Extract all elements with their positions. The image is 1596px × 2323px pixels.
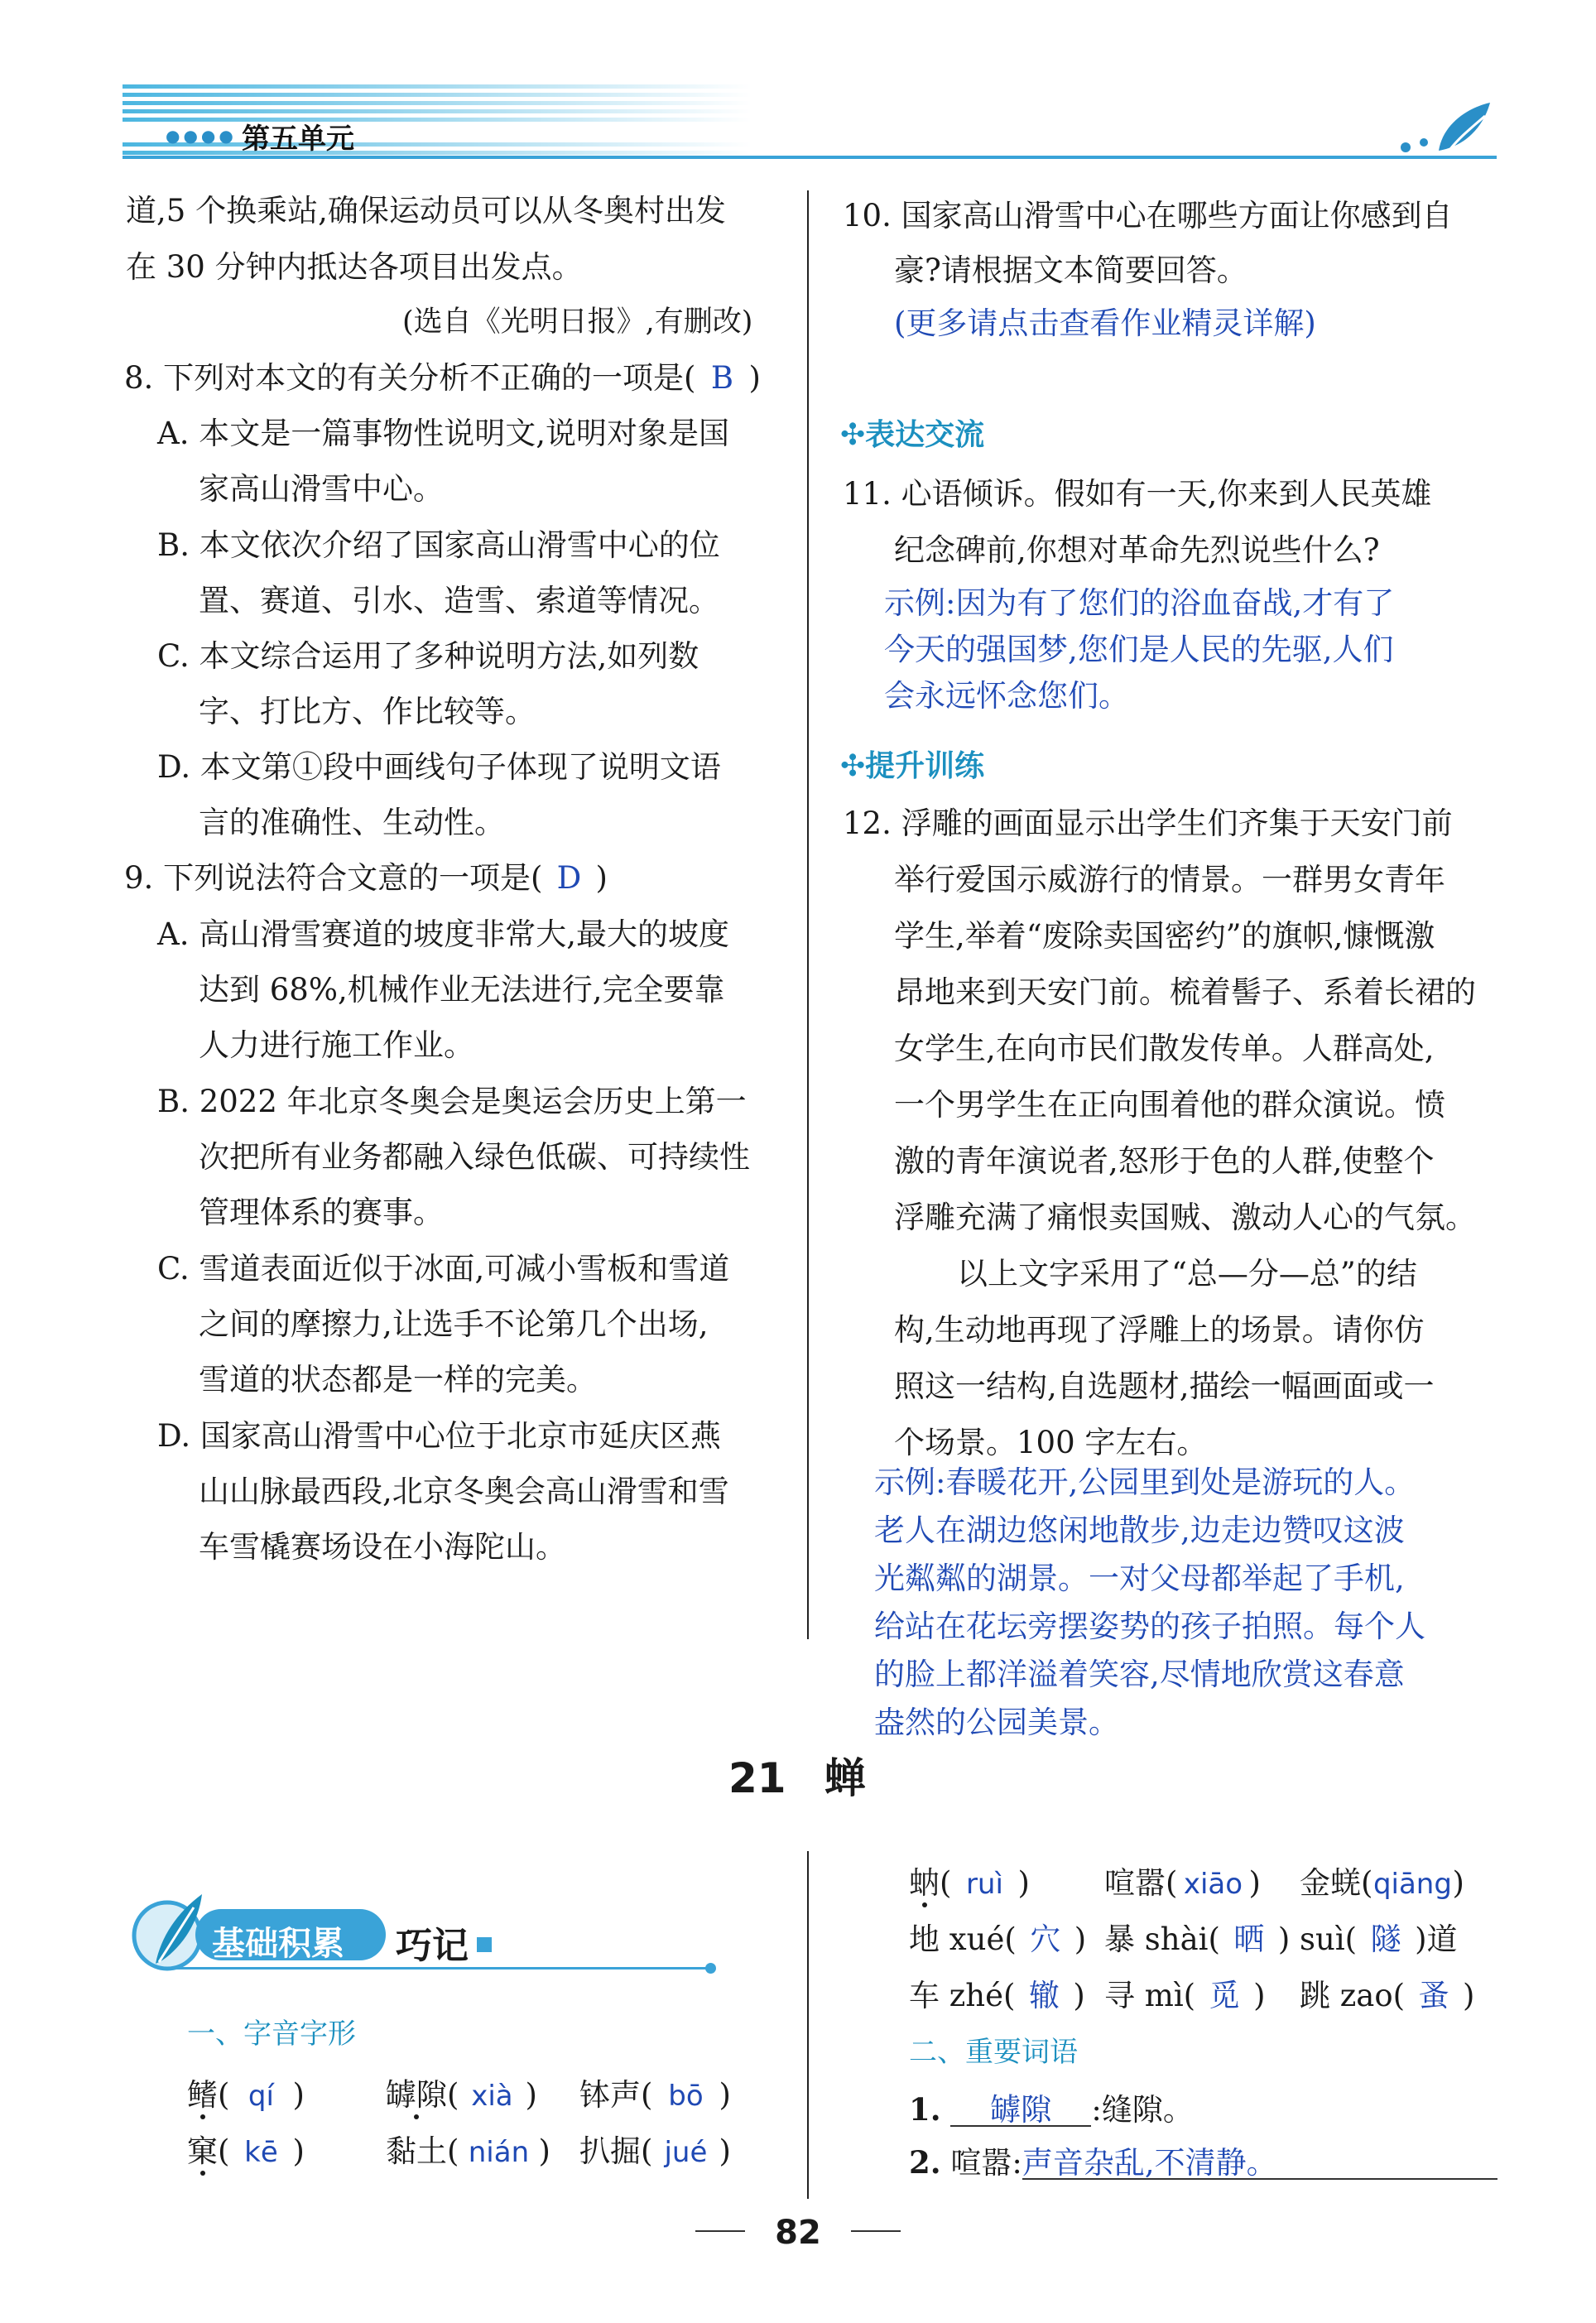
- q11-line-1: 11. 心语倾诉。假如有一天,你来到人民英雄: [843, 476, 1432, 512]
- q9-option-c-1: C. 雪道表面近似于冰面,可减小雪板和雪道: [157, 1251, 730, 1287]
- q8-stem: 8. 下列对本文的有关分析不正确的一项是(: [124, 360, 696, 396]
- pron-item-1: 鳍( qí ): [187, 2077, 305, 2113]
- page-number: 82: [775, 2214, 821, 2252]
- q12-answer-5: 的脸上都洋溢着笑容,尽情地欣赏这春意: [874, 1657, 1405, 1692]
- q12-answer-2: 老人在湖边悠闲地散步,边走边赞叹这波: [874, 1513, 1405, 1548]
- pron-item-6: 扒掘( jué ): [579, 2133, 731, 2169]
- q12-line-11: 照这一结构,自选题材,描绘一幅画面或一: [894, 1368, 1435, 1404]
- q12-line-3: 学生,举着“废除卖国密约”的旗帜,慷慨激: [894, 918, 1435, 954]
- lesson-title: [728, 1745, 866, 1805]
- q9-option-b-3: 管理体系的赛事。: [199, 1195, 444, 1230]
- write-item-2: 暴 shài( 晒 ): [1104, 1921, 1291, 1957]
- q8-option-b-1: B. 本文依次介绍了国家高山滑雪中心的位: [157, 527, 720, 563]
- section-training: ✣提升训练: [840, 749, 985, 783]
- q12-answer-4: 给站在花坛旁摆姿势的孩子拍照。每个人: [874, 1609, 1425, 1644]
- lesson-number: 21: [728, 1754, 786, 1802]
- q9-option-a-1: A. 高山滑雪赛道的坡度非常大,最大的坡度: [157, 916, 730, 952]
- footer-dash-right: [851, 2230, 901, 2232]
- pron-item-2: 罅隙( xià ): [386, 2077, 537, 2113]
- vocab-item-1: 1. 罅隙 :缝隙。: [909, 2091, 1194, 2128]
- q12-line-6: 一个男学生在正向围着他的群众演说。愤: [894, 1087, 1445, 1123]
- q11-answer-1: 示例:因为有了您们的浴血奋战,才有了: [884, 585, 1395, 621]
- basics-banner: [123, 1888, 719, 1979]
- page-footer: [695, 2210, 901, 2252]
- q9-option-c-2: 之间的摩擦力,让选手不论第几个出场,: [199, 1306, 709, 1342]
- section-vocabulary: 二、重要词语: [909, 2036, 1078, 2069]
- q9-option-b-1: B. 2022 年北京冬奥会是奥运会历史上第一: [157, 1084, 747, 1119]
- q9-option-a-3: 人力进行施工作业。: [199, 1027, 474, 1063]
- q12-line-10: 构,生动地再现了浮雕上的场景。请你仿: [894, 1312, 1425, 1348]
- q9-option-c-3: 雪道的状态都是一样的完美。: [199, 1362, 597, 1397]
- passage-line-2: 在 30 分钟内抵达各项目出发点。: [126, 249, 583, 285]
- q8-option-c-2: 字、打比方、作比较等。: [199, 694, 536, 729]
- pron-item-9: 金蜣(qiāng): [1300, 1865, 1464, 1901]
- write-item-1: 地 xué( 穴 ): [909, 1921, 1087, 1957]
- q9-option-d-1: D. 国家高山滑雪中心位于北京市延庆区燕: [157, 1418, 721, 1454]
- banner-suffix: 巧记: [396, 1925, 469, 1967]
- pron-item-5: 黏土( nián ): [386, 2133, 550, 2169]
- q8-option-a-2: 家高山滑雪中心。: [199, 471, 444, 507]
- section-pronunciation: 一、字音字形: [187, 2018, 356, 2051]
- q10-line-2: 豪?请根据文本简要回答。: [894, 252, 1247, 288]
- q8-option-c-1: C. 本文综合运用了多种说明方法,如列数: [157, 638, 699, 674]
- q12-line-5: 女学生,在向市民们散发传单。人群高处,: [894, 1031, 1435, 1066]
- leaf-icon: [1381, 91, 1497, 157]
- section-expression: ✣表达交流: [840, 418, 985, 452]
- q11-line-2: 纪念碑前,你想对革命先烈说些什么?: [894, 532, 1380, 568]
- pron-item-8: 喧嚣( xiāo ): [1104, 1865, 1261, 1901]
- q11-answer-2: 今天的强国梦,您们是人民的先驱,人们: [884, 632, 1394, 667]
- q9-option-a-2: 达到 68%,机械作业无法进行,完全要靠: [199, 972, 725, 1008]
- lesson-name: 蝉: [824, 1753, 866, 1802]
- q12-line-9: 以上文字采用了“总—分—总”的结: [957, 1256, 1417, 1291]
- q12-line-7: 激的青年演说者,怒形于色的人群,使整个: [894, 1143, 1435, 1179]
- write-item-6: 跳 zao( 蚤 ): [1300, 1978, 1475, 2013]
- q12-answer-3: 光粼粼的湖景。一对父母都举起了手机,: [874, 1561, 1405, 1596]
- banner-line: [172, 1967, 710, 1970]
- q12-line-1: 12. 浮雕的画面显示出学生们齐集于天安门前: [843, 806, 1453, 841]
- q8-option-d-1: D. 本文第①段中画线句子体现了说明文语: [157, 749, 721, 785]
- page-header: [123, 83, 1497, 159]
- q9-stem: 9. 下列说法符合文意的一项是(: [124, 860, 543, 896]
- column-divider: [807, 190, 809, 1639]
- footer-dash-left: [695, 2230, 745, 2232]
- q12-line-8: 浮雕充满了痛恨卖国贼、激动人心的气氛。: [894, 1200, 1476, 1235]
- q8-answer: B: [710, 360, 734, 396]
- q12-line-4: 昂地来到天安门前。梳着髻子、系着长裙的: [894, 974, 1476, 1010]
- pron-item-4: 窠( kē ): [187, 2133, 305, 2169]
- q9-option-d-3: 车雪橇赛场设在小海陀山。: [199, 1529, 566, 1565]
- unit-title: 第五单元: [242, 123, 354, 156]
- q8-option-a-1: A. 本文是一篇事物性说明文,说明对象是国: [157, 416, 730, 451]
- banner-line-dot: [705, 1963, 716, 1974]
- q8-option-b-2: 置、赛道、引水、造雪、索道等情况。: [199, 583, 719, 618]
- q12-line-2: 举行爱国示威游行的情景。一群男女青年: [894, 862, 1445, 897]
- q9-answer: D: [556, 860, 582, 896]
- q9-option-d-2: 山山脉最西段,北京冬奥会高山滑雪和雪: [199, 1474, 729, 1509]
- passage-line-1: 道,5 个换乘站,确保运动员可以从冬奥村出发: [126, 193, 726, 228]
- q11-answer-3: 会永远怀念您们。: [884, 678, 1129, 714]
- write-item-5: 寻 mì( 觅 ): [1104, 1978, 1266, 2013]
- q12-line-12: 个场景。100 字左右。: [894, 1425, 1208, 1460]
- header-rule: [123, 156, 1497, 159]
- write-item-3: suì( 隧 )道: [1300, 1921, 1458, 1957]
- vocab-item-2: 2. 喧嚣:声音杂乱,不清静。: [909, 2147, 1497, 2180]
- pron-item-3: 钵声( bō ): [579, 2077, 731, 2113]
- banner-squares: [477, 1937, 492, 1952]
- write-item-4: 车 zhé( 辙 ): [909, 1978, 1085, 2013]
- lower-column-divider: [807, 1851, 809, 2199]
- q8-option-d-2: 言的准确性、生动性。: [199, 805, 505, 840]
- q12-answer-1: 示例:春暖花开,公园里到处是游玩的人。: [874, 1464, 1416, 1500]
- banner-highlight: 基础积累: [212, 1925, 344, 1963]
- q8-stem-line: 8. 下列对本文的有关分析不正确的一项是( B ): [124, 360, 761, 396]
- q12-answer-6: 盎然的公园美景。: [874, 1705, 1119, 1740]
- q9-option-b-2: 次把所有业务都融入绿色低碳、可持续性: [199, 1139, 750, 1175]
- q9-stem-line: 9. 下列说法符合文意的一项是( D ): [124, 860, 608, 896]
- header-stripes: [123, 83, 752, 159]
- pron-item-7: 蚋( ruì ): [909, 1865, 1030, 1901]
- q10-answer: (更多请点击查看作业精灵详解): [894, 305, 1316, 341]
- source-note: (选自《光明日报》,有删改): [402, 305, 753, 339]
- q10-line-1: 10. 国家高山滑雪中心在哪些方面让你感到自: [843, 198, 1453, 233]
- header-dots: ●●●●: [166, 126, 237, 146]
